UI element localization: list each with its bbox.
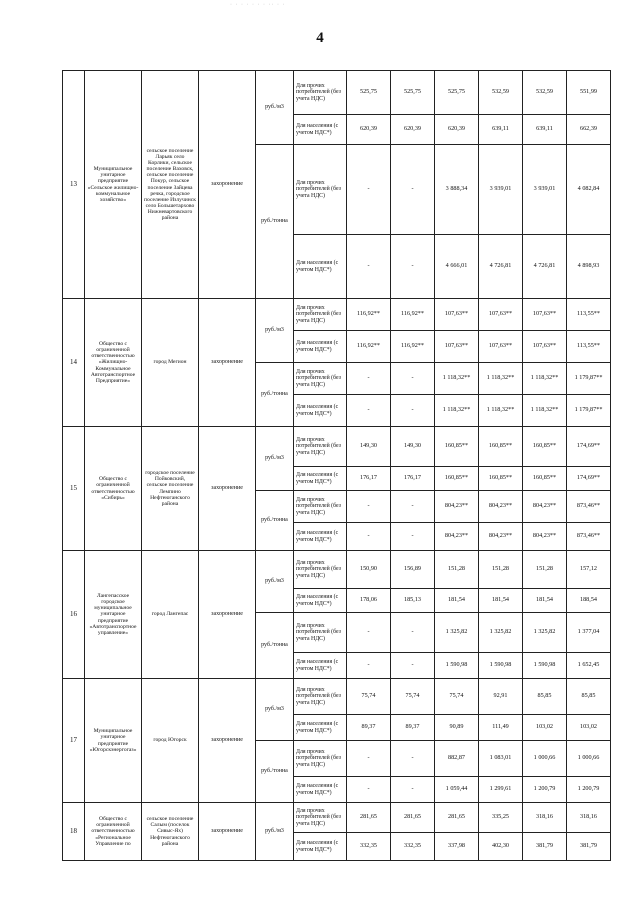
unit-of-measure: руб./тонна xyxy=(256,741,294,803)
tariff-value: 113,55** xyxy=(567,331,611,363)
tariff-value: 1 059,44 xyxy=(435,777,479,803)
tariff-value: - xyxy=(347,777,391,803)
tariff-value: 160,85** xyxy=(435,427,479,467)
tariff-value: 181,54 xyxy=(479,589,523,613)
tariff-value: 116,92** xyxy=(391,331,435,363)
tariff-value: 107,63** xyxy=(435,299,479,331)
tariff-value: 160,85** xyxy=(435,467,479,491)
tariff-value: 804,23** xyxy=(523,523,567,551)
tariff-value: 1 299,61 xyxy=(479,777,523,803)
tariff-value: 174,69** xyxy=(567,467,611,491)
tariff-value: - xyxy=(391,395,435,427)
service-type: захоронение xyxy=(199,803,256,861)
tariff-value: 160,85** xyxy=(523,427,567,467)
tariff-value: - xyxy=(347,613,391,653)
tariff-value: 1 118,32** xyxy=(523,363,567,395)
consumer-category: Для населения (с учетом НДС*) xyxy=(294,395,347,427)
tariff-value: - xyxy=(391,613,435,653)
unit-of-measure: руб./м3 xyxy=(256,679,294,741)
tariff-value: 1 590,98 xyxy=(435,653,479,679)
consumer-category: Для прочих потребителей (без учета НДС) xyxy=(294,741,347,777)
tariff-value: 1 118,32** xyxy=(479,363,523,395)
tariff-value: 107,63** xyxy=(435,331,479,363)
tariff-value: 85,85 xyxy=(523,679,567,715)
tariff-value: 332,35 xyxy=(347,833,391,861)
tariff-value: - xyxy=(347,363,391,395)
tariff-value: 107,63** xyxy=(479,331,523,363)
tariff-value: 3 939,01 xyxy=(523,145,567,235)
service-type: захоронение xyxy=(199,427,256,551)
tariff-value: 181,54 xyxy=(523,589,567,613)
tariff-value: 1 325,82 xyxy=(435,613,479,653)
tariff-value: 337,98 xyxy=(435,833,479,861)
tariff-value: 804,23** xyxy=(435,491,479,523)
tariff-value: 662,39 xyxy=(567,115,611,145)
consumer-category: Для прочих потребителей (без учета НДС) xyxy=(294,491,347,523)
consumer-category: Для населения (с учетом НДС*) xyxy=(294,715,347,741)
tariff-value: 151,28 xyxy=(479,551,523,589)
tariff-value: 1 179,87** xyxy=(567,395,611,427)
tariff-value: - xyxy=(391,523,435,551)
tariff-value: 1 118,32** xyxy=(435,395,479,427)
row-number: 18 xyxy=(63,803,85,861)
tariff-value: 107,63** xyxy=(479,299,523,331)
consumer-category: Для населения (с учетом НДС*) xyxy=(294,235,347,299)
table-row xyxy=(63,803,611,833)
consumer-category: Для населения (с учетом НДС*) xyxy=(294,523,347,551)
tariff-value: 116,92** xyxy=(347,299,391,331)
tariff-value: 4 898,93 xyxy=(567,235,611,299)
tariff-value: 181,54 xyxy=(435,589,479,613)
row-number: 17 xyxy=(63,679,85,803)
tariff-value: 185,13 xyxy=(391,589,435,613)
tariff-value: 1 118,32** xyxy=(523,395,567,427)
consumer-category: Для прочих потребителей (без учета НДС) xyxy=(294,145,347,235)
tariff-value: 160,85** xyxy=(523,467,567,491)
tariff-value: 116,92** xyxy=(347,331,391,363)
table-row xyxy=(63,679,611,715)
tariff-value: 281,65 xyxy=(435,803,479,833)
service-area: сельское поселение Ларьяк село Корлики, сельское поселение Ваховск, сельское поселение Покур, сельское поселение Зайцева речка, городское поселение Излучинск село Большетархово Нижневартовского района xyxy=(142,71,199,299)
tariff-value: 281,65 xyxy=(391,803,435,833)
tariff-value: 1 590,98 xyxy=(479,653,523,679)
tariff-value: 107,63** xyxy=(523,331,567,363)
organization-name: Общество с ограниченной ответственностью «Жилищно-Коммунальное Автотранспортное Предприятие» xyxy=(85,299,142,427)
tariff-value: 92,91 xyxy=(479,679,523,715)
service-type: захоронение xyxy=(199,71,256,299)
tariff-value: 156,89 xyxy=(391,551,435,589)
service-type: захоронение xyxy=(199,679,256,803)
unit-of-measure: руб./м3 xyxy=(256,551,294,613)
table-row xyxy=(63,299,611,331)
tariff-value: 402,30 xyxy=(479,833,523,861)
consumer-category: Для прочих потребителей (без учета НДС) xyxy=(294,803,347,833)
tariff-value: 620,39 xyxy=(391,115,435,145)
tariff-value: - xyxy=(347,523,391,551)
tariff-value: 4 726,81 xyxy=(523,235,567,299)
tariff-value: 116,92** xyxy=(391,299,435,331)
tariff-value: 620,39 xyxy=(347,115,391,145)
tariff-value: 103,02 xyxy=(523,715,567,741)
tariff-value: - xyxy=(347,741,391,777)
tariff-value: 551,99 xyxy=(567,71,611,115)
row-number: 16 xyxy=(63,551,85,679)
tariff-value: - xyxy=(347,395,391,427)
tariff-value: 639,11 xyxy=(479,115,523,145)
tariff-value: 90,89 xyxy=(435,715,479,741)
unit-of-measure: руб./тонна xyxy=(256,363,294,427)
tariff-value: 3 939,01 xyxy=(479,145,523,235)
tariff-value: 335,25 xyxy=(479,803,523,833)
unit-of-measure: руб./м3 xyxy=(256,803,294,861)
tariff-value: - xyxy=(391,741,435,777)
tariff-value: 332,35 xyxy=(391,833,435,861)
tariff-value: 4 666,01 xyxy=(435,235,479,299)
consumer-category: Для населения (с учетом НДС*) xyxy=(294,653,347,679)
tariff-value: 85,85 xyxy=(567,679,611,715)
tariff-value: 1 325,82 xyxy=(479,613,523,653)
tariff-value: 318,16 xyxy=(523,803,567,833)
consumer-category: Для прочих потребителей (без учета НДС) xyxy=(294,613,347,653)
tariff-value: 1 377,04 xyxy=(567,613,611,653)
service-area: сельское поселение Салым (поселок Сивыс-Ях) Нефтеюганского района xyxy=(142,803,199,861)
tariff-value: 532,59 xyxy=(479,71,523,115)
consumer-category: Для населения (с учетом НДС*) xyxy=(294,467,347,491)
tariff-value: 1 179,87** xyxy=(567,363,611,395)
tariff-value: 1 000,66 xyxy=(523,741,567,777)
tariff-value: 1 083,01 xyxy=(479,741,523,777)
table-row xyxy=(63,71,611,115)
tariff-value: 150,90 xyxy=(347,551,391,589)
unit-of-measure: руб./тонна xyxy=(256,145,294,299)
tariff-value: 157,12 xyxy=(567,551,611,589)
tariff-value: - xyxy=(391,363,435,395)
tariff-value: 151,28 xyxy=(435,551,479,589)
tariff-value: 381,79 xyxy=(523,833,567,861)
tariff-value: 89,37 xyxy=(391,715,435,741)
tariff-value: 75,74 xyxy=(435,679,479,715)
tariff-value: 1 200,79 xyxy=(567,777,611,803)
row-number: 14 xyxy=(63,299,85,427)
tariff-value: 620,39 xyxy=(435,115,479,145)
service-area: город Югорск xyxy=(142,679,199,803)
tariff-value: 188,54 xyxy=(567,589,611,613)
table-row xyxy=(63,427,611,467)
consumer-category: Для прочих потребителей (без учета НДС) xyxy=(294,427,347,467)
unit-of-measure: руб./м3 xyxy=(256,427,294,491)
tariff-value: 1 118,32** xyxy=(435,363,479,395)
unit-of-measure: руб./тонна xyxy=(256,491,294,551)
tariff-value: 381,79 xyxy=(567,833,611,861)
tariff-value: 1 590,98 xyxy=(523,653,567,679)
tariff-value: - xyxy=(391,777,435,803)
tariff-value: 525,75 xyxy=(347,71,391,115)
tariff-value: 176,17 xyxy=(391,467,435,491)
unit-of-measure: руб./м3 xyxy=(256,299,294,363)
tariff-value: - xyxy=(391,235,435,299)
tariff-value: 103,02 xyxy=(567,715,611,741)
tariff-value: 318,16 xyxy=(567,803,611,833)
tariff-value: 4 082,84 xyxy=(567,145,611,235)
unit-of-measure: руб./тонна xyxy=(256,613,294,679)
consumer-category: Для прочих потребителей (без учета НДС) xyxy=(294,551,347,589)
tariff-value: 1 200,79 xyxy=(523,777,567,803)
organization-name: Общество с ограниченной ответственностью «Региональное Управление по xyxy=(85,803,142,861)
service-type: захоронение xyxy=(199,299,256,427)
tariff-value: 804,23** xyxy=(479,523,523,551)
tariff-value: 532,59 xyxy=(523,71,567,115)
organization-name: Лангепасское городское муниципальное унитарное предприятие «Автотранспортное управление» xyxy=(85,551,142,679)
tariff-value: 525,75 xyxy=(435,71,479,115)
tariff-value: 1 000,66 xyxy=(567,741,611,777)
tariff-value: 281,65 xyxy=(347,803,391,833)
tariff-value: 178,06 xyxy=(347,589,391,613)
tariff-value: 174,69** xyxy=(567,427,611,467)
tariff-value: 3 888,34 xyxy=(435,145,479,235)
tariff-value: - xyxy=(391,491,435,523)
tariff-value: 882,87 xyxy=(435,741,479,777)
tariff-value: 151,28 xyxy=(523,551,567,589)
consumer-category: Для населения (с учетом НДС*) xyxy=(294,331,347,363)
page-number: 4 xyxy=(316,30,324,46)
tariff-value: 89,37 xyxy=(347,715,391,741)
tariff-value: 1 325,82 xyxy=(523,613,567,653)
consumer-category: Для прочих потребителей (без учета НДС) xyxy=(294,679,347,715)
service-type: захоронение xyxy=(199,551,256,679)
service-area: город Мегион xyxy=(142,299,199,427)
consumer-category: Для прочих потребителей (без учета НДС) xyxy=(294,71,347,115)
tariff-value: - xyxy=(391,653,435,679)
tariff-value: 107,63** xyxy=(523,299,567,331)
consumer-category: Для населения (с учетом НДС*) xyxy=(294,115,347,145)
consumer-category: Для прочих потребителей (без учета НДС) xyxy=(294,299,347,331)
tariff-table xyxy=(62,70,611,861)
scan-noise: · · · · · · · ·· · · xyxy=(230,2,286,8)
tariff-value: 873,46** xyxy=(567,491,611,523)
tariff-value: 804,23** xyxy=(435,523,479,551)
row-number: 13 xyxy=(63,71,85,299)
row-number: 15 xyxy=(63,427,85,551)
consumer-category: Для населения (с учетом НДС*) xyxy=(294,833,347,861)
tariff-value: 75,74 xyxy=(347,679,391,715)
tariff-value: - xyxy=(391,145,435,235)
organization-name: Муниципальное унитарное предприятие «Сельское жилищно-коммунальное хозяйство» xyxy=(85,71,142,299)
tariff-value: 1 652,45 xyxy=(567,653,611,679)
consumer-category: Для населения (с учетом НДС*) xyxy=(294,777,347,803)
unit-of-measure: руб./м3 xyxy=(256,71,294,145)
tariff-value: - xyxy=(347,235,391,299)
tariff-value: 149,30 xyxy=(347,427,391,467)
tariff-value: 804,23** xyxy=(479,491,523,523)
tariff-value: 1 118,32** xyxy=(479,395,523,427)
tariff-value: 873,46** xyxy=(567,523,611,551)
consumer-category: Для прочих потребителей (без учета НДС) xyxy=(294,363,347,395)
tariff-value: 113,55** xyxy=(567,299,611,331)
tariff-value: 160,85** xyxy=(479,427,523,467)
organization-name: Общество с ограниченной ответственностью «Сибирь» xyxy=(85,427,142,551)
tariff-value: 149,30 xyxy=(391,427,435,467)
tariff-value: 75,74 xyxy=(391,679,435,715)
tariff-value: 111,49 xyxy=(479,715,523,741)
tariff-value: 639,11 xyxy=(523,115,567,145)
table-row xyxy=(63,551,611,589)
service-area: городское поселение Пойковский, сельское поселение Лемпино Нефтеюганского района xyxy=(142,427,199,551)
tariff-value: - xyxy=(347,491,391,523)
tariff-value: - xyxy=(347,653,391,679)
tariff-value: 176,17 xyxy=(347,467,391,491)
tariff-value: 4 726,81 xyxy=(479,235,523,299)
tariff-value: 160,85** xyxy=(479,467,523,491)
tariff-value: 804,23** xyxy=(523,491,567,523)
tariff-value: 525,75 xyxy=(391,71,435,115)
tariff-value: - xyxy=(347,145,391,235)
consumer-category: Для населения (с учетом НДС*) xyxy=(294,589,347,613)
service-area: город Лангепас xyxy=(142,551,199,679)
organization-name: Муниципальное унитарное предприятие «Югорскэнергогаз» xyxy=(85,679,142,803)
